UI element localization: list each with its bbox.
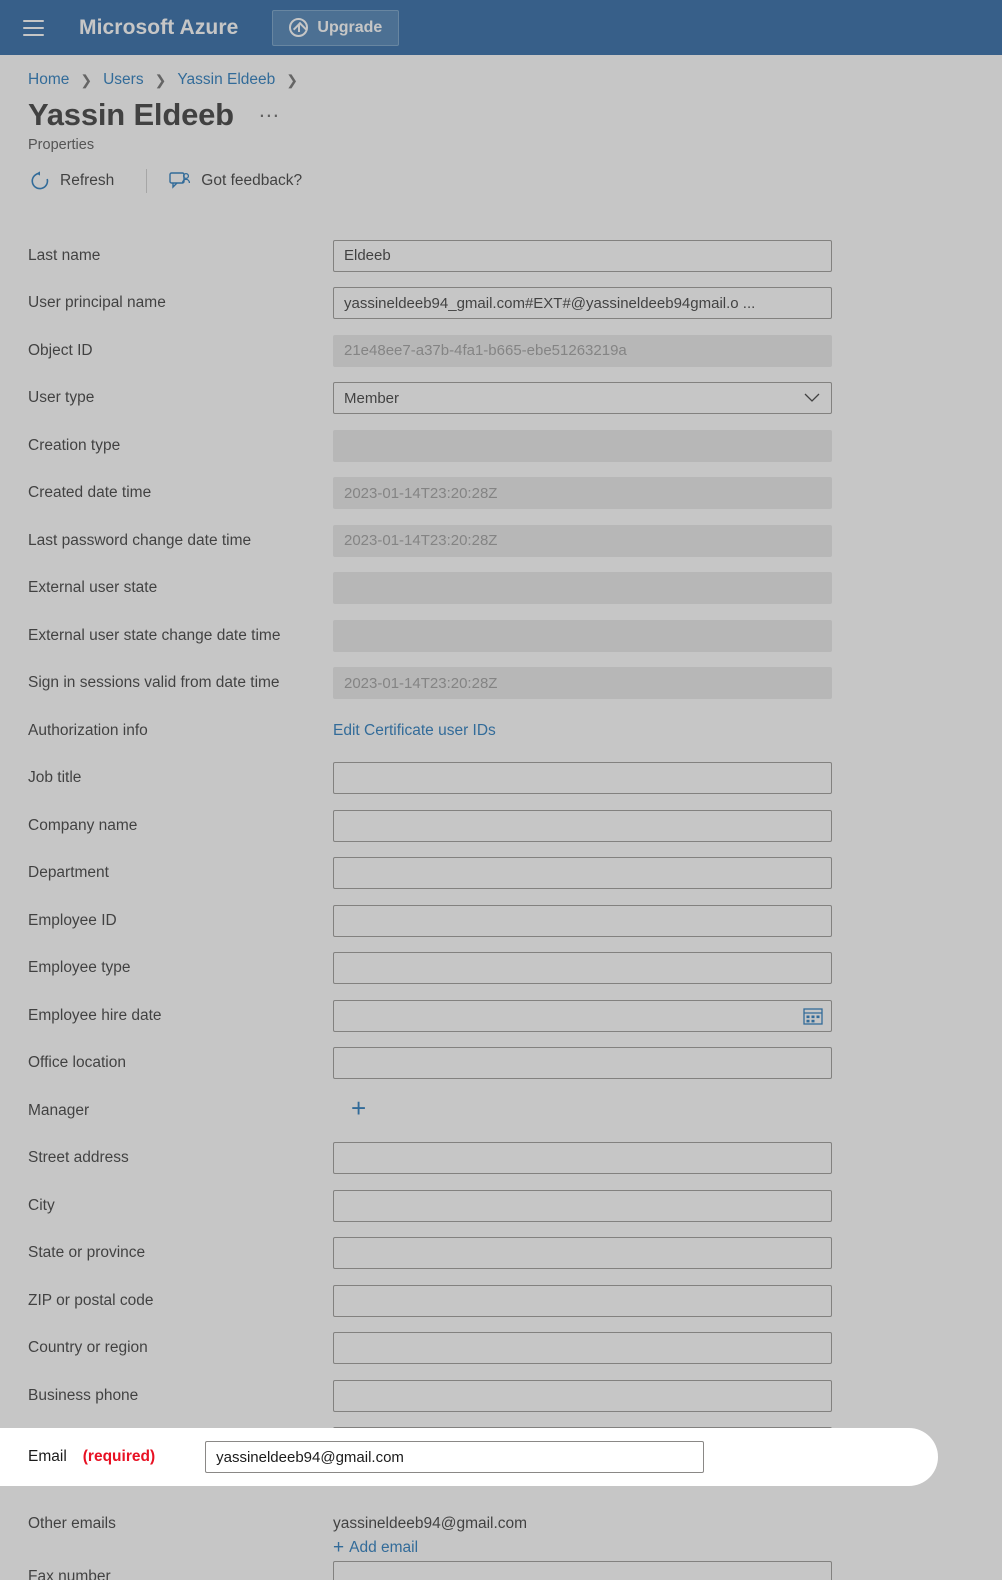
field-label: Business phone xyxy=(28,1386,139,1404)
add-manager-button[interactable]: + xyxy=(351,1093,367,1124)
form-row-department xyxy=(0,850,1002,898)
top-navigation-bar xyxy=(0,0,1002,55)
field-label: State or province xyxy=(28,1244,146,1262)
command-separator xyxy=(146,169,147,193)
employee-hire-date-input[interactable] xyxy=(333,1000,832,1032)
field-label: Company name xyxy=(28,816,138,834)
field-wrapper xyxy=(333,1000,832,1032)
field-wrapper xyxy=(333,1190,832,1222)
form-row-user-principal-name xyxy=(0,280,1002,328)
page-title-row xyxy=(0,89,1002,133)
feedback-icon xyxy=(169,171,191,191)
upgrade-button-label: Upgrade xyxy=(317,18,383,36)
email-input[interactable] xyxy=(205,1441,704,1473)
external-user-state-input xyxy=(333,572,832,604)
department-input[interactable] xyxy=(333,857,832,889)
required-indicator: (required) xyxy=(82,1448,156,1465)
more-options-button[interactable]: … xyxy=(257,97,280,122)
object-id-input xyxy=(333,335,832,367)
last-password-change-input xyxy=(333,525,832,557)
form-row-business-phone xyxy=(0,1372,1002,1420)
form-row-job-title xyxy=(0,755,1002,803)
field-wrapper xyxy=(333,857,832,889)
company-name-input[interactable] xyxy=(333,810,832,842)
fax-number-input[interactable] xyxy=(333,1561,832,1580)
field-label: Employee hire date xyxy=(28,1006,162,1024)
hamburger-menu-icon[interactable] xyxy=(16,11,50,45)
field-wrapper xyxy=(333,905,832,937)
employee-id-input[interactable] xyxy=(333,905,832,937)
field-label: ZIP or postal code xyxy=(28,1291,154,1309)
field-wrapper xyxy=(333,287,832,319)
form-row-state-or-province xyxy=(0,1230,1002,1278)
form-row-sign-in-sessions-valid-from xyxy=(0,660,1002,708)
user-principal-name-input[interactable] xyxy=(333,287,832,319)
field-wrapper xyxy=(333,952,832,984)
form-row-fax-number xyxy=(0,1555,1002,1580)
field-wrapper xyxy=(333,1561,832,1580)
form-row-street-address xyxy=(0,1135,1002,1183)
external-user-state-change-input xyxy=(333,620,832,652)
field-wrapper xyxy=(333,762,832,794)
form-row-authorization-info xyxy=(0,707,1002,755)
field-label: Last name xyxy=(28,246,101,264)
page-title: Yassin Eldeeb xyxy=(28,97,234,132)
field-wrapper xyxy=(333,667,832,699)
field-label: Office location xyxy=(28,1054,126,1072)
field-label: Object ID xyxy=(28,341,93,359)
form-row-employee-type xyxy=(0,945,1002,993)
form-row-last-name xyxy=(0,232,1002,280)
field-wrapper xyxy=(333,430,832,462)
country-or-region-input[interactable] xyxy=(333,1332,832,1364)
form-row-zip-or-postal-code xyxy=(0,1277,1002,1325)
form-row-country-or-region xyxy=(0,1325,1002,1373)
field-label: Creation type xyxy=(28,436,121,454)
sign-in-sessions-valid-from-input xyxy=(333,667,832,699)
email-field-wrapper xyxy=(205,1441,704,1473)
field-label: Created date time xyxy=(28,484,152,502)
user-type-select[interactable] xyxy=(333,382,832,414)
field-wrapper xyxy=(333,1093,832,1124)
form-row-company-name xyxy=(0,802,1002,850)
field-label: Authorization info xyxy=(28,721,148,739)
form-row-manager xyxy=(0,1087,1002,1135)
field-label: User principal name xyxy=(28,294,166,312)
office-location-input[interactable] xyxy=(333,1047,832,1079)
field-label: Employee ID xyxy=(28,911,117,929)
field-wrapper xyxy=(333,335,832,367)
field-label: Fax number xyxy=(28,1567,111,1580)
highlighted-email-row xyxy=(0,1428,938,1486)
state-or-province-input[interactable] xyxy=(333,1237,832,1269)
breadcrumb-item-user[interactable]: Yassin Eldeeb xyxy=(177,71,276,88)
field-label: City xyxy=(28,1196,55,1214)
street-address-input[interactable] xyxy=(333,1142,832,1174)
field-label: Job title xyxy=(28,769,82,787)
form-row-office-location xyxy=(0,1040,1002,1088)
form-row-employee-id xyxy=(0,897,1002,945)
form-row-last-password-change xyxy=(0,517,1002,565)
properties-form xyxy=(0,232,1002,1580)
field-wrapper xyxy=(333,240,832,272)
form-row-other-emails xyxy=(0,1514,1002,1558)
zip-or-postal-code-input[interactable] xyxy=(333,1285,832,1317)
field-wrapper xyxy=(333,1332,832,1364)
email-field-label: Email xyxy=(28,1448,67,1465)
created-date-time-input xyxy=(333,477,832,509)
breadcrumb xyxy=(0,55,1002,89)
field-wrapper xyxy=(333,810,832,842)
command-bar xyxy=(0,153,1002,195)
creation-type-input xyxy=(333,430,832,462)
field-label: Manager xyxy=(28,1101,90,1119)
form-row-object-id xyxy=(0,327,1002,375)
refresh-icon xyxy=(30,171,50,191)
field-label: Last password change date time xyxy=(28,531,252,549)
form-row-external-user-state xyxy=(0,565,1002,613)
feedback-button[interactable] xyxy=(169,167,310,195)
chevron-right-icon: ❯ xyxy=(80,71,93,88)
field-wrapper xyxy=(333,382,832,414)
other-email-value: yassineldeeb94@gmail.com xyxy=(333,1514,528,1532)
breadcrumb-item-home[interactable]: Home xyxy=(28,71,70,88)
form-row-employee-hire-date xyxy=(0,992,1002,1040)
employee-type-input[interactable] xyxy=(333,952,832,984)
brand-title[interactable]: Microsoft Azure xyxy=(79,15,239,39)
business-phone-input[interactable] xyxy=(333,1380,832,1412)
field-label: External user state change date time xyxy=(28,626,281,644)
refresh-label: Refresh xyxy=(60,172,115,189)
field-wrapper xyxy=(333,722,832,740)
breadcrumb-item-users[interactable]: Users xyxy=(103,71,144,88)
last-name-input[interactable] xyxy=(333,240,832,272)
field-label: Other emails xyxy=(28,1514,116,1532)
add-email-label: Add email xyxy=(349,1538,419,1556)
field-label: External user state xyxy=(28,579,158,597)
field-label: User type xyxy=(28,389,95,407)
field-wrapper xyxy=(333,477,832,509)
field-label: Department xyxy=(28,864,109,882)
form-row-created-date-time xyxy=(0,470,1002,518)
field-wrapper xyxy=(333,1285,832,1317)
page-subtitle: Properties xyxy=(28,137,95,153)
field-label: Sign in sessions valid from date time xyxy=(28,674,280,692)
form-row-city xyxy=(0,1182,1002,1230)
field-wrapper xyxy=(333,1380,832,1412)
field-wrapper xyxy=(333,1237,832,1269)
field-label: Street address xyxy=(28,1149,129,1167)
form-row-user-type xyxy=(0,375,1002,423)
chevron-right-icon: ❯ xyxy=(154,71,167,88)
refresh-button[interactable] xyxy=(30,167,122,195)
job-title-input[interactable] xyxy=(333,762,832,794)
field-wrapper xyxy=(333,620,832,652)
field-wrapper xyxy=(333,1142,832,1174)
form-row-creation-type xyxy=(0,422,1002,470)
field-label: Country or region xyxy=(28,1339,148,1357)
form-row-external-user-state-change xyxy=(0,612,1002,660)
plus-icon: + xyxy=(333,1537,345,1558)
upgrade-arrow-icon xyxy=(289,18,308,37)
field-wrapper xyxy=(333,1515,832,1557)
field-wrapper xyxy=(333,1047,832,1079)
field-wrapper xyxy=(333,572,832,604)
field-wrapper xyxy=(333,525,832,557)
field-label: Employee type xyxy=(28,959,131,977)
upgrade-button[interactable] xyxy=(272,10,399,46)
feedback-label: Got feedback? xyxy=(201,172,303,189)
chevron-right-icon: ❯ xyxy=(286,71,298,88)
city-input[interactable] xyxy=(333,1190,832,1222)
add-email-button[interactable] xyxy=(333,1539,832,1557)
edit-certificate-user-ids-link[interactable]: Edit Certificate user IDs xyxy=(333,721,496,739)
